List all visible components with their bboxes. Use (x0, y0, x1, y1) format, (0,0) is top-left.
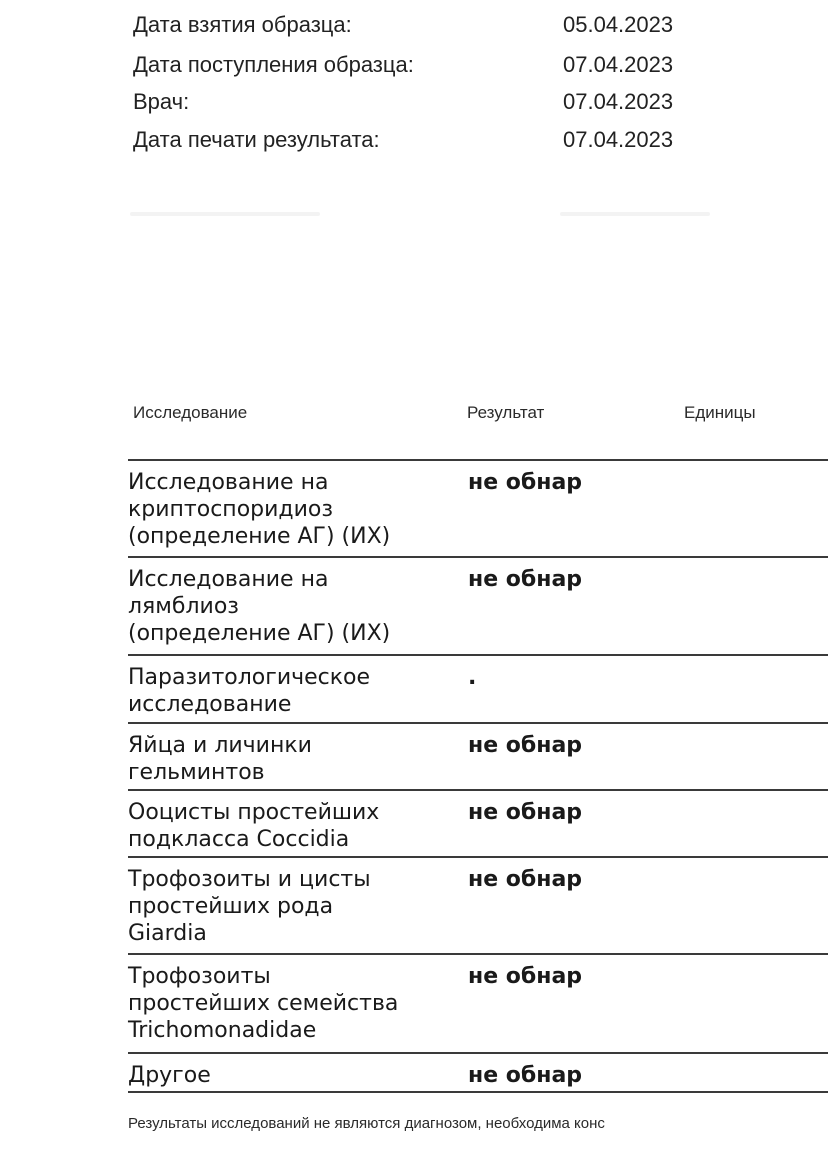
study-name: Ооцисты простейших подкласса Coccidia (128, 800, 380, 852)
study-result: не обнар (468, 733, 583, 758)
meta-row-sample-taken (133, 12, 773, 42)
study-result: . (468, 665, 477, 690)
study-name: Исследование на криптоспоридиоз (определение АГ) (ИХ) (128, 470, 391, 549)
study-name: Исследование на лямблиоз (определение АГ) (ИХ) (128, 567, 391, 646)
meta-row-doctor (133, 89, 773, 119)
meta-value: 07.04.2023 (563, 127, 674, 152)
column-header-units: Единицы (684, 403, 756, 422)
meta-label: Дата печати результата: (133, 127, 380, 152)
meta-value: 05.04.2023 (563, 12, 674, 37)
study-result: не обнар (468, 1063, 583, 1088)
study-result: не обнар (468, 470, 583, 495)
meta-row-print-date (133, 127, 773, 157)
study-result: не обнар (468, 567, 583, 592)
meta-value: 07.04.2023 (563, 89, 674, 114)
study-name: Паразитологическое исследование (128, 665, 371, 717)
disclaimer-note: Результаты исследований не являются диагнозом, необходима конс (128, 1115, 605, 1132)
faded-row (130, 212, 710, 220)
results-table-header (133, 403, 828, 433)
row-divider (128, 654, 828, 656)
column-header-study: Исследование (133, 403, 248, 422)
study-name: Яйца и личинки гельминтов (128, 733, 312, 785)
study-name: Трофозоиты и цисты простейших рода Giardia (128, 867, 371, 946)
row-divider (128, 789, 828, 791)
table-divider (128, 459, 828, 461)
row-divider (128, 953, 828, 955)
study-name: Другое (128, 1063, 211, 1088)
study-result: не обнар (468, 964, 583, 989)
column-header-result: Результат (467, 403, 545, 422)
meta-row-sample-received (133, 52, 773, 82)
row-divider (128, 1052, 828, 1054)
meta-label: Дата взятия образца: (133, 12, 352, 37)
meta-label: Врач: (133, 89, 190, 114)
row-divider (128, 856, 828, 858)
meta-value: 07.04.2023 (563, 52, 674, 77)
row-divider (128, 722, 828, 724)
row-divider (128, 556, 828, 558)
study-result: не обнар (468, 800, 583, 825)
study-result: не обнар (468, 867, 583, 892)
study-name: Трофозоиты простейших семейства Trichomonadidae (128, 964, 399, 1043)
row-divider (128, 1091, 828, 1093)
meta-label: Дата поступления образца: (133, 52, 414, 77)
